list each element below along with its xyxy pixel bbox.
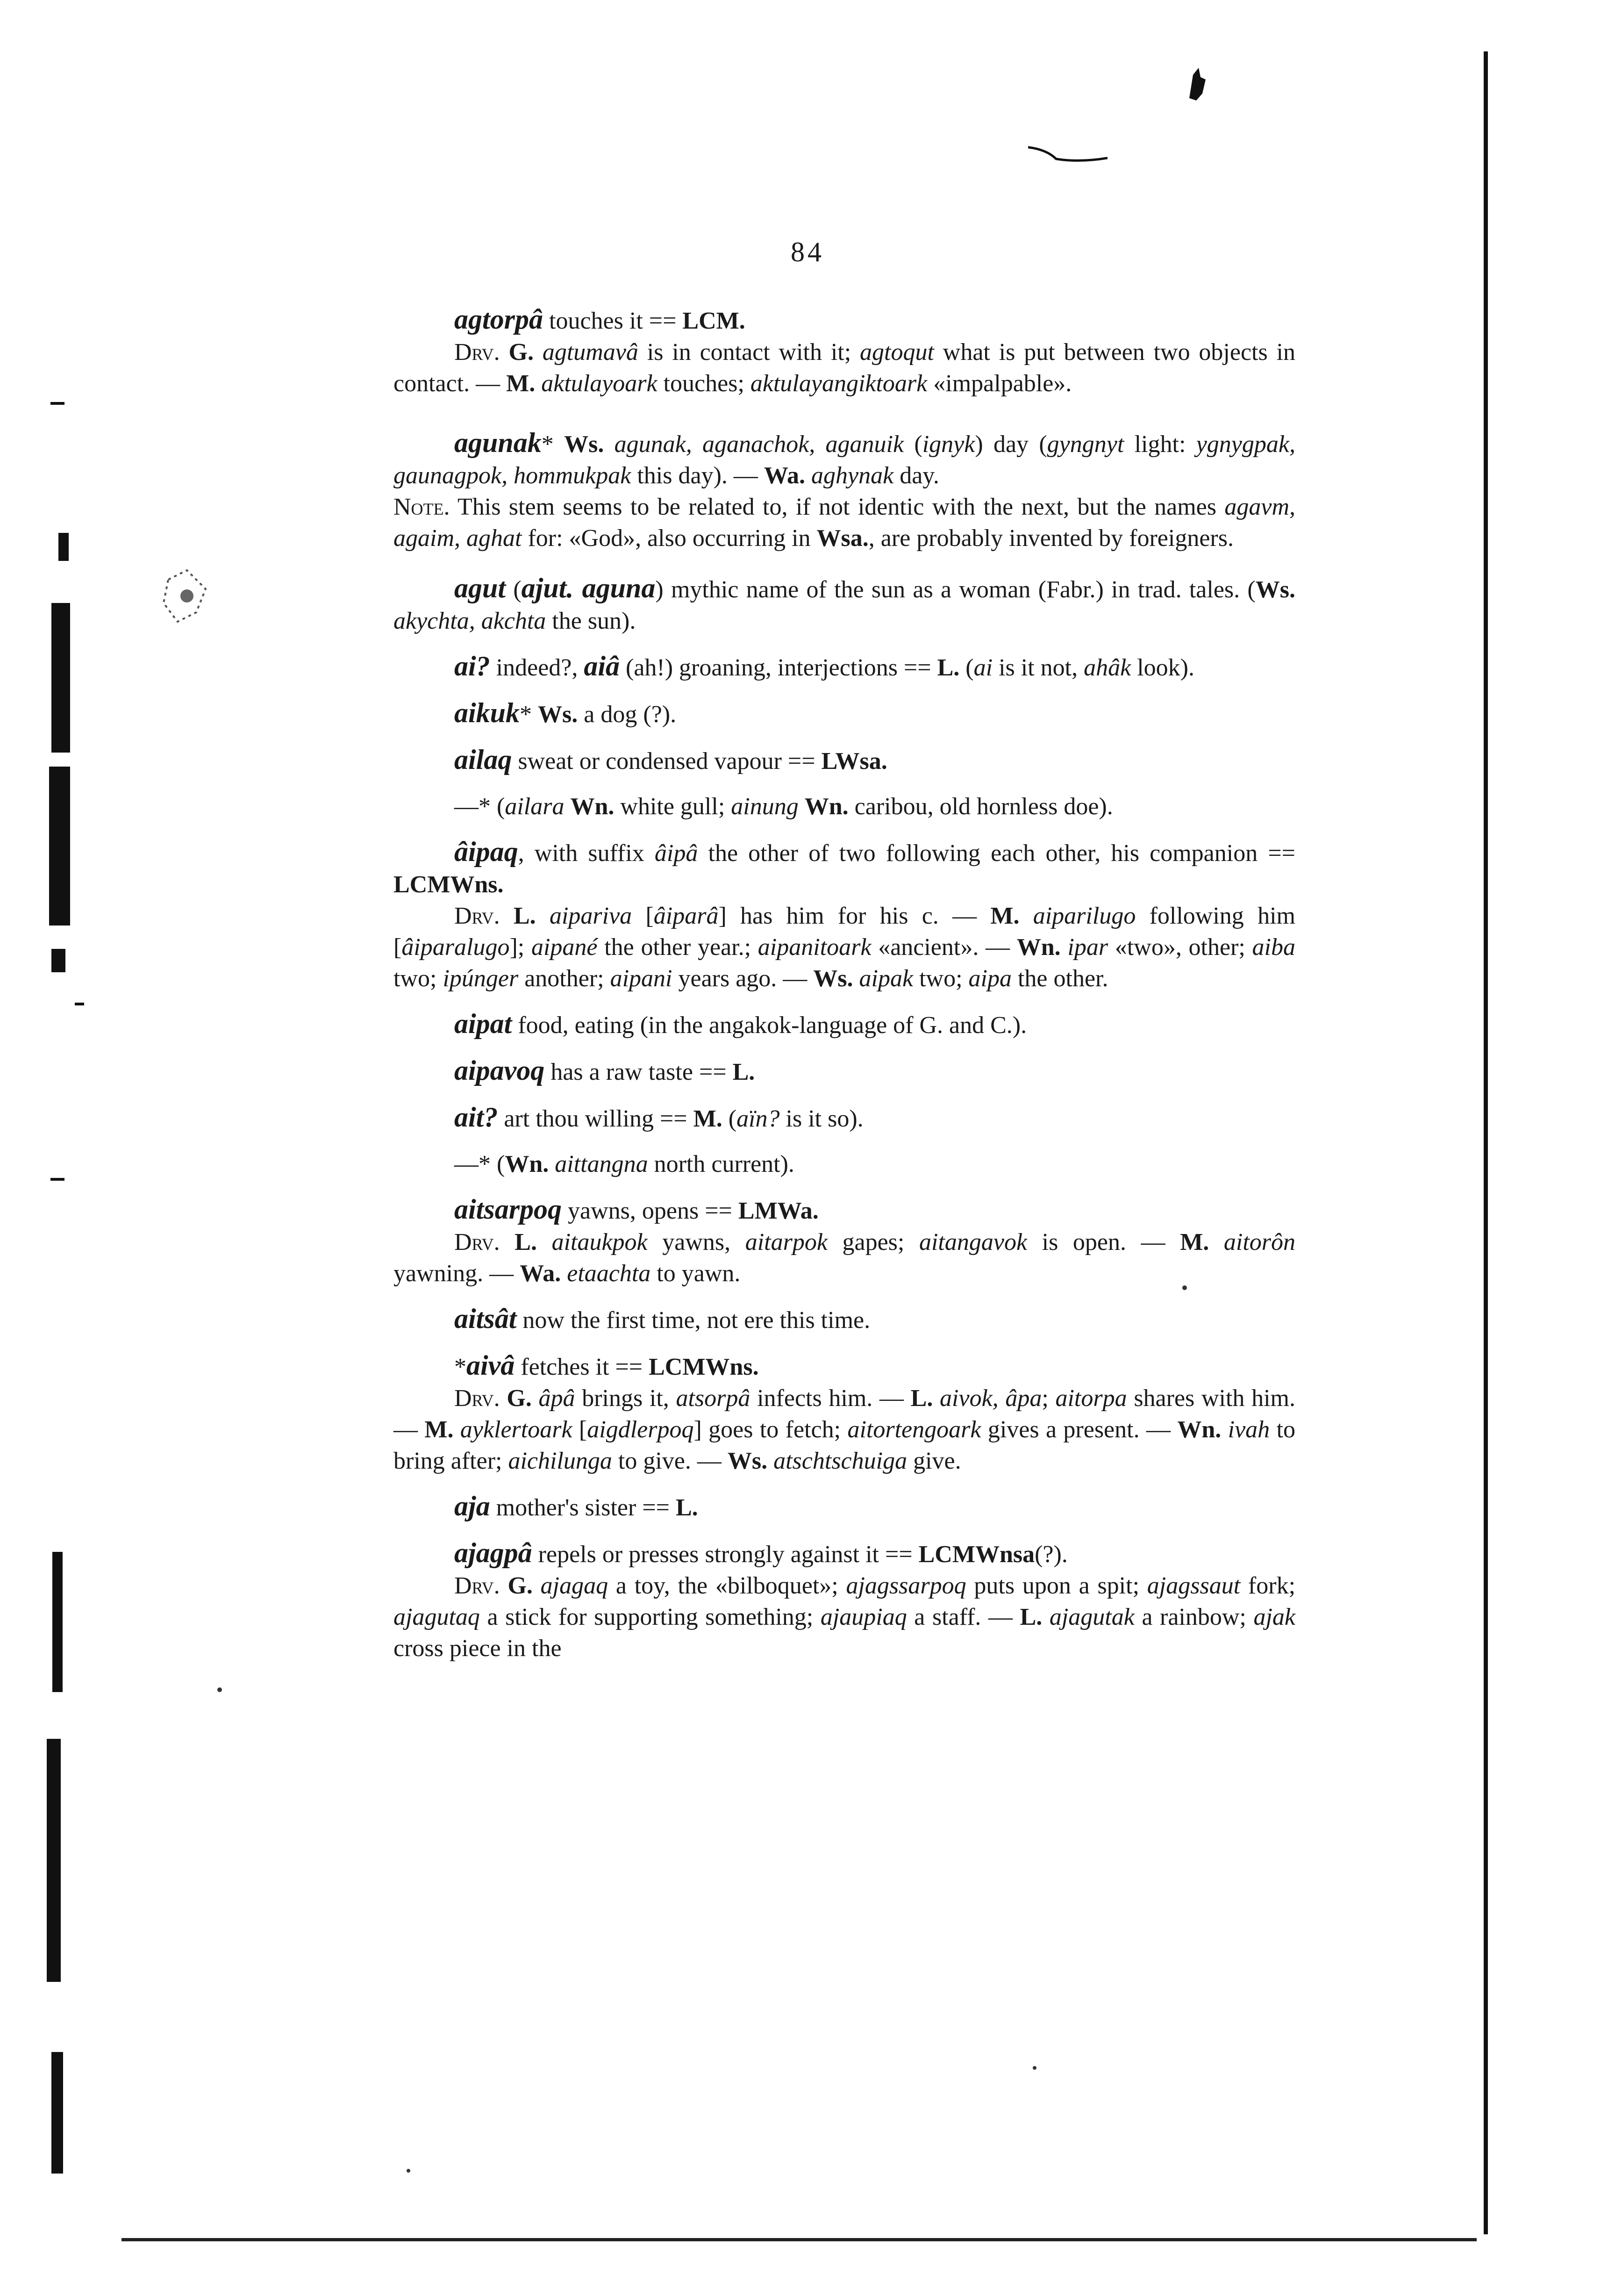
word-form: aitangavok (919, 1229, 1028, 1256)
word-form: ignyk (922, 431, 975, 458)
word-form: agtoqut (860, 339, 934, 366)
gloss: yawns, (647, 1229, 745, 1256)
bottom-edge-rule (121, 2238, 1477, 2241)
word-form: âipâ (654, 840, 698, 867)
headword: aitsât (454, 1303, 517, 1334)
gloss: give. (907, 1448, 961, 1474)
dialect-code: G. (500, 339, 543, 366)
word-form: aktulayoark (541, 370, 657, 397)
binding-mark (58, 533, 69, 561)
gloss: indeed?, (490, 654, 584, 681)
dialect-codes: LCM. (682, 308, 745, 334)
dialect-code: Wn. (1016, 934, 1068, 961)
word-form: agunak, aganachok, aganuik (614, 431, 904, 458)
scan-noise (154, 561, 220, 645)
dialect-code: Ws. (727, 1448, 774, 1474)
word-form: aittangna (555, 1151, 648, 1177)
pen-stroke-mark (1028, 145, 1108, 164)
gloss: shares with him. — (393, 1385, 1295, 1443)
derivation-label: Drv. (454, 1229, 500, 1256)
gloss: art thou willing == (498, 1105, 693, 1132)
dialect-codes: LCMWnsa (918, 1541, 1035, 1568)
entry-agtorpa (393, 304, 1295, 337)
gloss: ( (506, 576, 522, 603)
gloss: gives a present. — (981, 1416, 1178, 1443)
word-form: aitorpa (1055, 1385, 1127, 1412)
gloss: , with suffix (518, 840, 655, 867)
binding-mark (49, 767, 70, 926)
word-form: ajak (1253, 1604, 1295, 1630)
word-form: aghynak (811, 462, 894, 489)
gloss: two; (913, 965, 969, 992)
dialect-code: Ws. (538, 701, 578, 728)
headword: aivâ (466, 1350, 515, 1381)
gloss: what is put between two objects in contact. — (393, 339, 1295, 397)
word-form: aipariva (549, 903, 632, 929)
gloss: is open. — (1027, 1229, 1180, 1256)
entry-ailaq (393, 744, 1295, 777)
word-form: ailara (505, 793, 565, 820)
dialect-codes: LMWa. (738, 1198, 819, 1224)
entry-aitsarpoq (393, 1194, 1295, 1227)
gloss: puts upon a spit; (966, 1572, 1147, 1599)
entry-aittangna (393, 1148, 1295, 1180)
dictionary-entries (393, 304, 1295, 1678)
headword: ai? (454, 651, 490, 682)
gloss: a toy, the «bilboquet»; (608, 1572, 846, 1599)
entry-ai (393, 651, 1295, 683)
word-form: aipané (531, 934, 598, 961)
gloss: north current). (648, 1151, 794, 1177)
gloss: ( (904, 431, 922, 458)
dialect-code: L. (1020, 1604, 1050, 1630)
gloss: light: (1124, 431, 1196, 458)
gloss: touches; (657, 370, 750, 397)
gloss: a dog (?). (578, 701, 677, 728)
derivation-aiva (393, 1383, 1295, 1477)
word-form: aipani (610, 965, 672, 992)
gloss: a stick for supporting something; (479, 1604, 821, 1630)
gloss: the other year.; (597, 934, 758, 961)
gloss: ( (722, 1105, 737, 1132)
derivation-ajagpa (393, 1570, 1295, 1664)
headword: aipat (454, 1008, 512, 1039)
definition: touches it == (543, 308, 683, 334)
word-form: âpâ (538, 1385, 575, 1412)
binding-mark (51, 949, 65, 972)
gloss: ; (1042, 1385, 1056, 1412)
page-number: 84 (791, 237, 824, 267)
entry-agut (393, 573, 1295, 637)
word-form: âiparalugo (401, 934, 510, 961)
gloss: day. (893, 462, 939, 489)
asterisk-mark: * (520, 701, 538, 728)
gloss: —* ( (454, 793, 505, 820)
headword: agut (454, 573, 506, 603)
dialect-code: Wsa. (816, 525, 869, 552)
gloss: the sun). (546, 608, 636, 634)
headword: ait? (454, 1102, 498, 1133)
dialect-code: G. (500, 1385, 539, 1412)
dialect-code: Wa. (520, 1260, 567, 1287)
dialect-code: M. (1180, 1229, 1224, 1256)
word-form: ajagutaq (393, 1604, 480, 1630)
binding-mark (75, 1003, 84, 1005)
entry-aiva (393, 1350, 1295, 1383)
word-form: akychta, akchta (393, 608, 546, 634)
gloss: white gull; (614, 793, 731, 820)
note-label: Note. (393, 494, 450, 520)
word-form: ai (973, 654, 993, 681)
gloss: fetches it == (515, 1354, 649, 1380)
gloss: ( (959, 654, 974, 681)
entry-ailara (393, 791, 1295, 822)
headword: âipaq (454, 836, 518, 867)
dialect-codes: L. (937, 654, 960, 681)
dialect-code: Ws. (1255, 576, 1295, 603)
dialect-codes: L. (732, 1059, 755, 1085)
headword-variant: aiâ (584, 651, 620, 682)
gloss: repels or presses strongly against it == (532, 1541, 919, 1568)
dialect-codes: LCMWns. (649, 1354, 759, 1380)
word-form: aipa (968, 965, 1012, 992)
gloss: mother's sister == (490, 1494, 676, 1521)
gloss: has a raw taste == (544, 1059, 733, 1085)
word-form: ajagssaut (1147, 1572, 1241, 1599)
word-form: ayklertoark (460, 1416, 572, 1443)
gloss: ] has him for his c. — (718, 903, 991, 929)
gloss: ]; (509, 934, 531, 961)
gloss: this day). — (631, 462, 764, 489)
headword: aikuk (454, 697, 520, 728)
gloss: to bring after; (393, 1416, 1296, 1474)
word-form: ajagssarpoq (846, 1572, 966, 1599)
gloss: [ (632, 903, 654, 929)
dialect-codes: LWsa. (821, 748, 887, 775)
dust-speck (217, 1687, 222, 1692)
word-form: aitarpok (745, 1229, 828, 1256)
word-form: atschtschuiga (773, 1448, 908, 1474)
headword: ailaq (454, 744, 512, 775)
word-form: ivah (1228, 1416, 1270, 1443)
gloss: a rainbow; (1134, 1604, 1254, 1630)
dialect-codes: M. (693, 1105, 722, 1132)
gloss (564, 793, 570, 820)
dialect-code: Ws. (564, 431, 615, 458)
entry-ajagpa (393, 1537, 1295, 1570)
entry-aipat (393, 1008, 1295, 1041)
entry-aipavoq (393, 1055, 1295, 1088)
headword: agtorpâ (454, 304, 543, 335)
word-form: aitortengoark (847, 1416, 981, 1443)
dialect-codes: LCMWns. (393, 871, 504, 898)
gloss: «impalpable». (927, 370, 1072, 397)
word-form: ainung (731, 793, 799, 820)
dialect-code: M. (990, 903, 1033, 929)
asterisk-mark: * (541, 431, 565, 458)
word-form: ipúnger (443, 965, 519, 992)
page-edge-rule (1484, 51, 1488, 2234)
headword: ajagpâ (454, 1537, 532, 1568)
word-form: gyngnyt (1047, 431, 1124, 458)
word-form: aipanitoark (757, 934, 872, 961)
gloss: the other. (1011, 965, 1108, 992)
headword: aja (454, 1491, 490, 1521)
word-form: aipak (859, 965, 914, 992)
gloss: sweat or condensed vapour == (512, 748, 822, 775)
gloss: two; (393, 965, 443, 992)
word-form: atsorpâ (676, 1385, 750, 1412)
gloss: is it so). (779, 1105, 864, 1132)
word-form: aivok, âpa (940, 1385, 1042, 1412)
dialect-code: L. (910, 1385, 940, 1412)
dialect-code: Wa. (764, 462, 812, 489)
dust-speck (407, 2169, 410, 2173)
gloss: cross piece in the (393, 1635, 562, 1662)
word-form: âiparâ (653, 903, 719, 929)
binding-mark (52, 1552, 63, 1692)
dialect-code: Wn. (804, 793, 849, 820)
gloss: yawning. — (393, 1260, 520, 1287)
dialect-code: M. (424, 1416, 460, 1443)
binding-mark (50, 402, 64, 405)
gloss: food, eating (in the angakok-language of G. and C.). (512, 1012, 1027, 1039)
gloss: a staff. — (907, 1604, 1020, 1630)
gloss (549, 1151, 555, 1177)
binding-mark (47, 1739, 61, 1982)
derivation-aipaq (393, 900, 1295, 994)
headword: agunak (454, 427, 542, 458)
gloss: following him [ (393, 903, 1295, 961)
word-form: agavm, agaim, aghat (393, 494, 1295, 552)
note-text: for: «God», also occurring in (522, 525, 817, 552)
dialect-code: Wn. (1177, 1416, 1228, 1443)
note-text: This stem seems to be related to, if not identic with the next, but the names (450, 494, 1225, 520)
dialect-code: G. (500, 1572, 541, 1599)
gloss: look). (1131, 654, 1194, 681)
gloss: another; (518, 965, 610, 992)
gloss: [ (572, 1416, 587, 1443)
gloss: —* ( (454, 1151, 505, 1177)
derivation-label: Drv. (454, 339, 500, 366)
dialect-code: Wn. (505, 1151, 549, 1177)
word-form: aitaukpok (551, 1229, 648, 1256)
dialect-code: M. (506, 370, 542, 397)
gloss: ) day ( (975, 431, 1047, 458)
word-form: aïn? (736, 1105, 780, 1132)
binding-mark (51, 2052, 63, 2174)
gloss: years ago. — (672, 965, 814, 992)
dialect-code: L. (500, 1229, 552, 1256)
binding-mark (51, 603, 70, 753)
gloss: ) mythic name of the sun as a woman (Fabr.) in trad. tales. ( (655, 576, 1256, 603)
dialect-code: L. (500, 903, 550, 929)
dialect-code: Ws. (813, 965, 859, 992)
gloss: «two», other; (1108, 934, 1252, 961)
gloss: fork; (1240, 1572, 1296, 1599)
word-form: etaachta (567, 1260, 651, 1287)
derivation-label: Drv. (454, 1385, 500, 1412)
gloss: (?). (1035, 1541, 1068, 1568)
word-form: ygnygpak, gaunagpok, hommukpak (393, 431, 1295, 489)
gloss: yawns, opens == (562, 1198, 738, 1224)
word-form: ipar (1067, 934, 1108, 961)
word-form: aichilunga (508, 1448, 612, 1474)
word-form: aitorôn (1223, 1229, 1296, 1256)
word-form: ajagutak (1049, 1604, 1135, 1630)
gloss: gapes; (827, 1229, 919, 1256)
entry-ait (393, 1102, 1295, 1134)
asterisk-mark: * (454, 1354, 466, 1380)
word-form: agtumavâ (542, 339, 638, 366)
dust-speck (1033, 2066, 1036, 2070)
derivation-agtorpa (393, 337, 1295, 399)
entry-aipaq (393, 836, 1295, 900)
gloss: brings it, (575, 1385, 676, 1412)
word-form: aiba (1252, 934, 1295, 961)
derivation-label: Drv. (454, 903, 500, 929)
binding-mark (50, 1178, 64, 1181)
entry-agunak (393, 427, 1295, 491)
gloss: is in contact with it; (638, 339, 860, 366)
gloss: to yawn. (650, 1260, 741, 1287)
dialect-code: Wn. (570, 793, 615, 820)
gloss: caribou, old hornless doe). (848, 793, 1113, 820)
word-form: aktulayangiktoark (750, 370, 928, 397)
derivation-aitsarpoq (393, 1227, 1295, 1289)
entry-aitsat (393, 1303, 1295, 1336)
entry-aja (393, 1491, 1295, 1523)
gloss: «ancient». — (871, 934, 1017, 961)
gloss: is it not, (993, 654, 1084, 681)
word-form: ajaupiaq (820, 1604, 907, 1630)
headword-variant: ajut. aguna (521, 573, 656, 603)
headword: aitsarpoq (454, 1194, 562, 1225)
gloss (799, 793, 805, 820)
gloss: infects him. — (750, 1385, 911, 1412)
word-form: ahâk (1084, 654, 1131, 681)
gloss: to give. — (612, 1448, 728, 1474)
note-agunak (393, 491, 1295, 554)
word-form: aigdlerpoq (587, 1416, 694, 1443)
headword: aipavoq (454, 1055, 545, 1086)
dialect-codes: L. (675, 1494, 698, 1521)
gloss: ] goes to fetch; (693, 1416, 848, 1443)
note-text: , are probably invented by foreigners. (868, 525, 1234, 552)
word-form: ajagaq (540, 1572, 608, 1599)
ink-blot (1185, 65, 1208, 103)
gloss: now the first time, not ere this time. (516, 1307, 871, 1334)
gloss: the other of two following each other, his companion == (698, 840, 1295, 867)
derivation-label: Drv. (454, 1572, 500, 1599)
entry-aikuk (393, 697, 1295, 730)
gloss: (ah!) groaning, interjections == (620, 654, 937, 681)
word-form: aiparilugo (1033, 903, 1136, 929)
